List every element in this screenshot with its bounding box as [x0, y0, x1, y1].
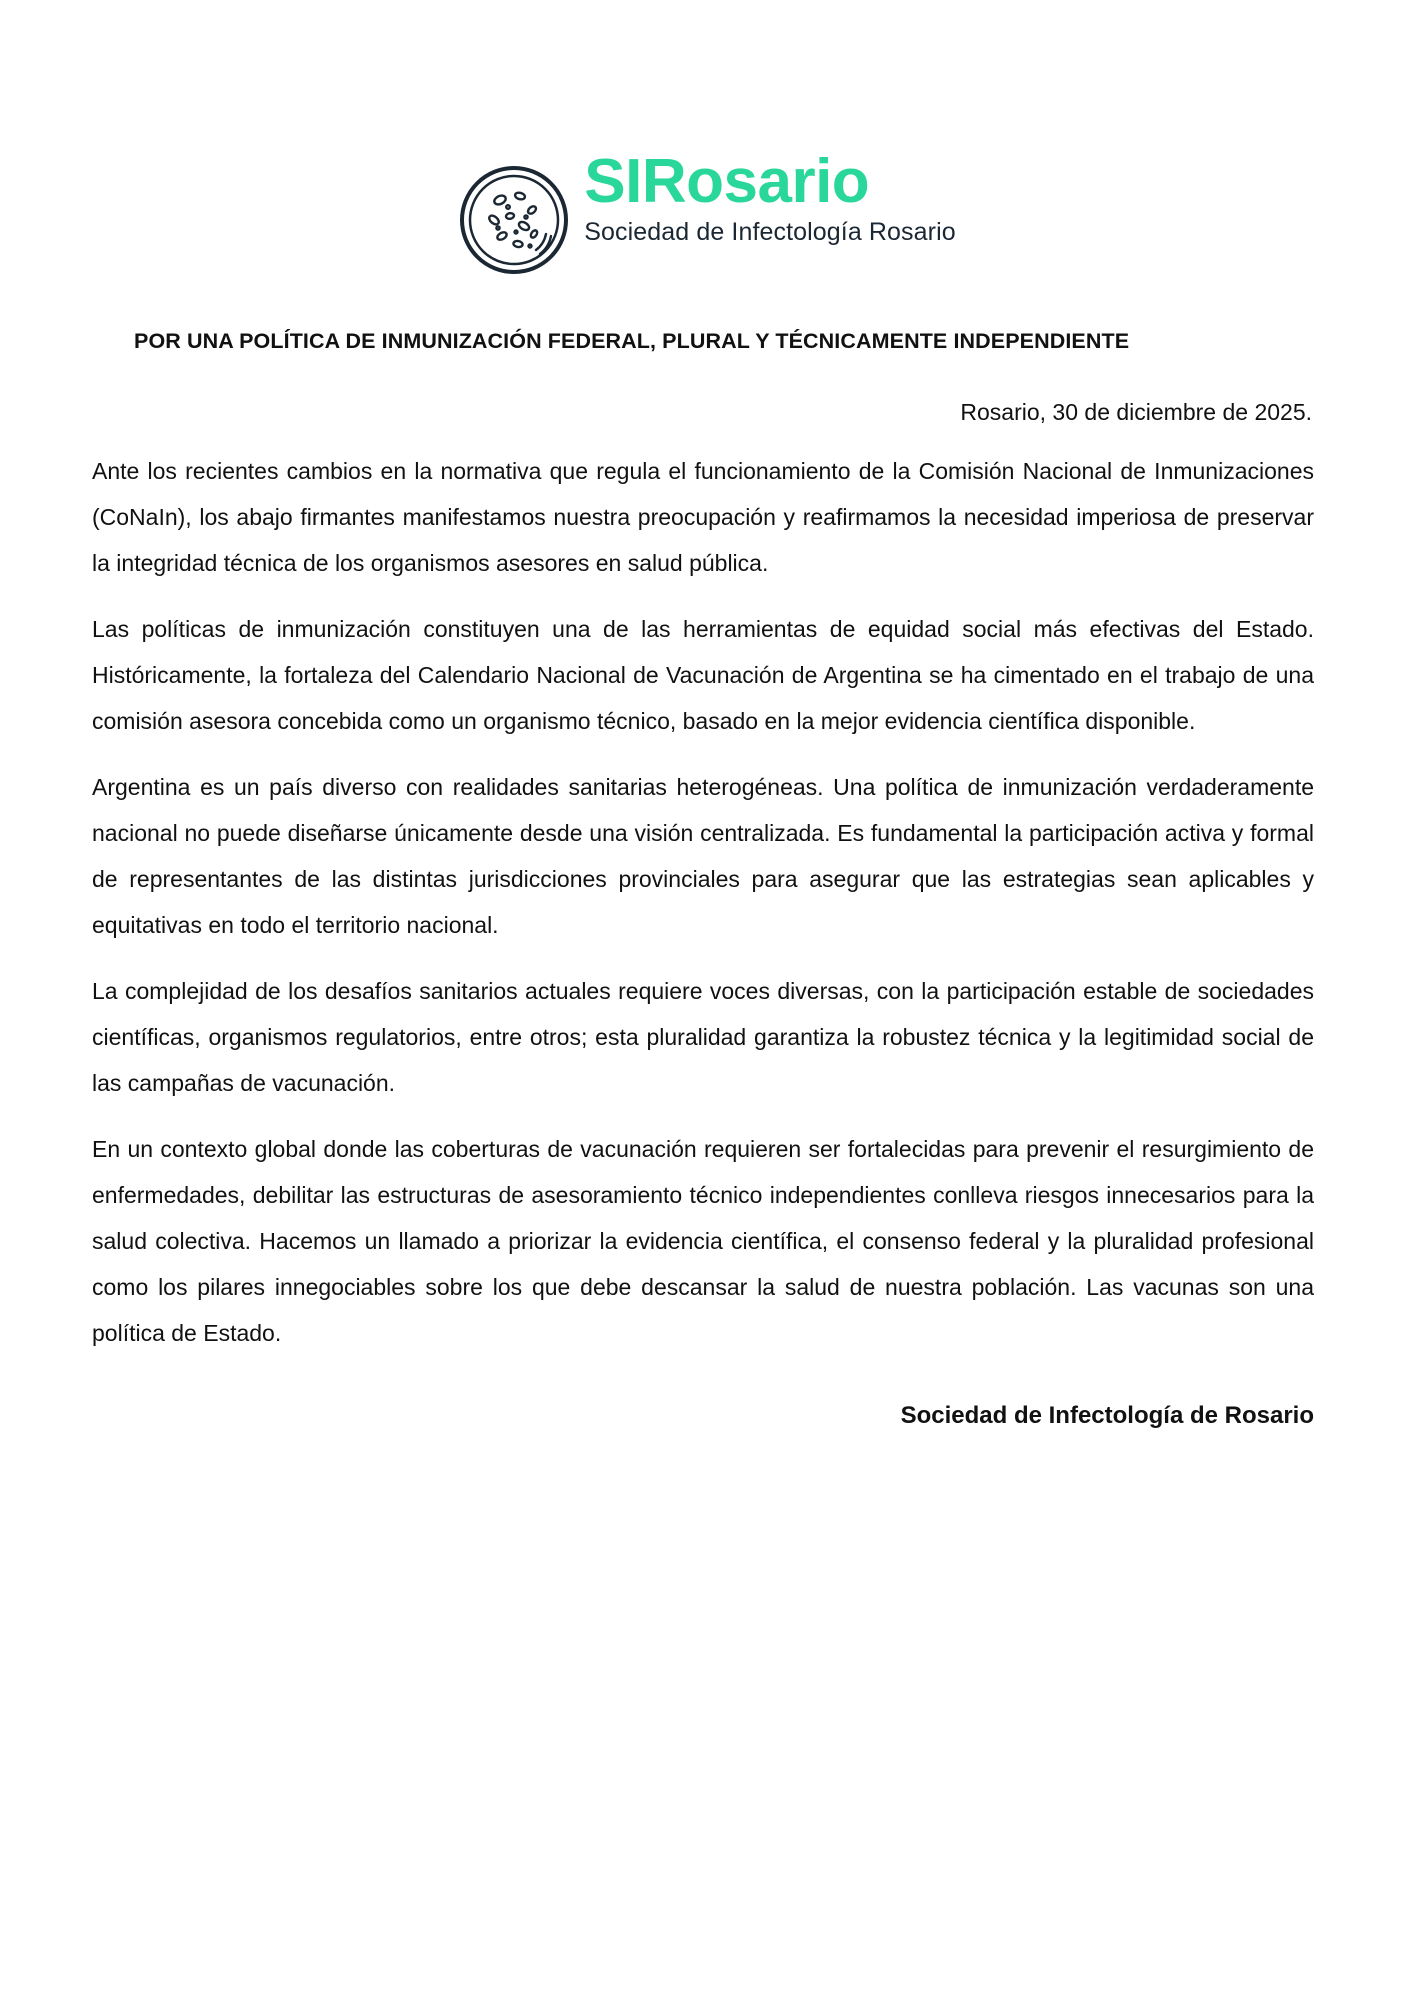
document-content — [0, 326, 1414, 1470]
logo-block — [458, 147, 956, 276]
signature-line: Sociedad de Infectología de Rosario — [900, 1402, 1314, 1430]
letterhead — [0, 0, 1414, 286]
paragraph: Las políticas de inmunización constituyen una de las herramientas de equidad social más efectivas del Estado. Históricamente, la fortaleza del Calendario Nacional de Vacunación de Argentina se ha cimentado en el trabajo de una comisión asesora concebida como un organismo técnico, basado en la mejor evidencia científica disponible. — [92, 616, 1314, 735]
paragraph: La complejidad de los desafíos sanitarios actuales requiere voces diversas, con la participación estable de sociedades científicas, organismos regulatorios, entre otros; esta pluralidad garantiza la robustez técnica y la legitimidad social de las campañas de vacunación. — [92, 978, 1314, 1097]
paragraph: En un contexto global donde las coberturas de vacunación requieren ser fortalecidas para prevenir el resurgimiento de enfermedades, debilitar las estructuras de asesoramiento técnico independientes conlleva riesgos innecesarios para la salud colectiva. Hacemos un llamado a priorizar la evidencia científica, el consenso federal y la pluralidad profesional como los pilares innegociables sobre los que debe descansar la salud de nuestra población. Las vacunas son una política de Estado. — [92, 1136, 1314, 1347]
brand-subtitle: Sociedad de Infectología Rosario — [584, 218, 956, 247]
paragraph: Argentina es un país diverso con realidades sanitarias heterogéneas. Una política de inmunización verdaderamente nacional no puede diseñarse únicamente desde una visión centralizada. Es fundamental la participación activa y formal de representantes de las distintas jurisdicciones provinciales para asegurar que las estrategias sean aplicables y equitativas en todo el territorio nacional. — [92, 774, 1314, 939]
paragraph: Ante los recientes cambios en la normativa que regula el funcionamiento de la Comisión Nacional de Inmunizaciones (CoNaIn), los abajo firmantes manifestamos nuestra preocupación y reafirmamos la necesidad imperiosa de preservar la integridad técnica de los organismos asesores en salud pública. — [92, 458, 1314, 577]
dateline: Rosario, 30 de diciembre de 2025. — [960, 399, 1312, 426]
logo-text — [584, 147, 956, 247]
brand-name: SIRosario — [584, 147, 870, 216]
petri-dish-icon — [458, 164, 570, 276]
page-title: POR UNA POLÍTICA DE INMUNIZACIÓN FEDERAL, PLURAL Y TÉCNICAMENTE INDEPENDIENTE — [134, 329, 1130, 353]
